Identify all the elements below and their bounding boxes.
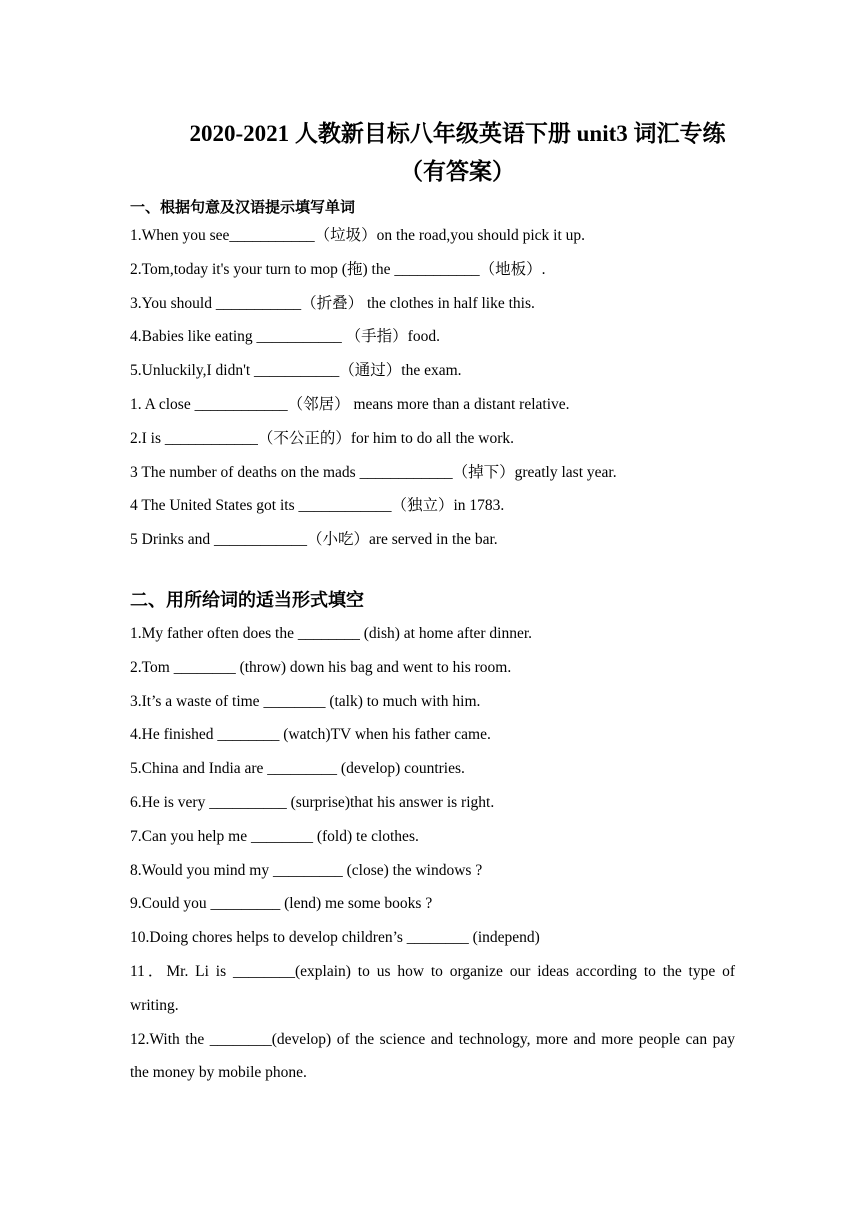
exercise-item: 1. A close ____________（邻居） means more than a distant relative.: [130, 395, 570, 413]
exercise-item: 1.My father often does the ________ (dish) at home after dinner.: [130, 624, 533, 642]
exercise-item: 11．Mr. Li is ________(explain) to us how to organize our ideas according to the type of writing.: [130, 962, 735, 1014]
document-subtitle: （有答案）: [400, 159, 515, 184]
document-title: 2020-2021 人教新目标八年级英语下册 unit3 词汇专练: [189, 121, 726, 146]
exercise-item: 1.When you see___________（垃圾）on the road,you should pick it up.: [130, 227, 586, 244]
section-1-list: [130, 219, 735, 557]
exercise-item: 8.Would you mind my _________ (close) the windows ?: [130, 861, 483, 879]
exercise-item: 4.He finished ________ (watch)TV when his father came.: [130, 726, 491, 744]
exercise-item: 9.Could you _________ (lend) me some books ?: [130, 895, 433, 913]
exercise-item: 6.He is very __________ (surprise)that his answer is right.: [130, 793, 495, 811]
exercise-item: 5 Drinks and ____________（小吃）are served in the bar.: [130, 531, 498, 549]
exercise-item: 3.You should ___________（折叠） the clothes in half like this.: [130, 294, 535, 312]
section-1-heading: 一、根据句意及汉语提示填写单词: [130, 198, 356, 216]
exercise-item: 5.Unluckily,I didn't ___________（通过）the exam.: [130, 362, 462, 380]
exercise-item: 2.Tom ________ (throw) down his bag and went to his room.: [130, 658, 512, 676]
exercise-item: 3.It’s a waste of time ________ (talk) to much with him.: [130, 692, 481, 710]
exercise-item: 2.Tom,today it's your turn to mop (拖) the ___________（地板）.: [130, 260, 546, 278]
exercise-item: 3 The number of deaths on the mads ____________（掉下）greatly last year.: [130, 463, 617, 481]
exercise-item: 12.With the ________(develop) of the science and technology, more and more people can pay the money by mobile phone.: [130, 1030, 735, 1082]
section-2-list: [130, 617, 735, 1090]
exercise-item: 5.China and India are _________ (develop) countries.: [130, 760, 465, 778]
exercise-item: 7.Can you help me ________ (fold) te clothes.: [130, 827, 419, 845]
section-2-heading: 二、用所给词的适当形式填空: [130, 589, 364, 611]
exercise-item: 2.I is ____________（不公正的）for him to do all the work.: [130, 429, 515, 447]
exercise-item: 10.Doing chores helps to develop children’s ________ (independ): [130, 929, 540, 947]
worksheet: [130, 112, 735, 1090]
exercise-item: 4.Babies like eating ___________ （手指）food.: [130, 328, 440, 346]
exercise-item: 4 The United States got its ____________（独立）in 1783.: [130, 497, 505, 515]
